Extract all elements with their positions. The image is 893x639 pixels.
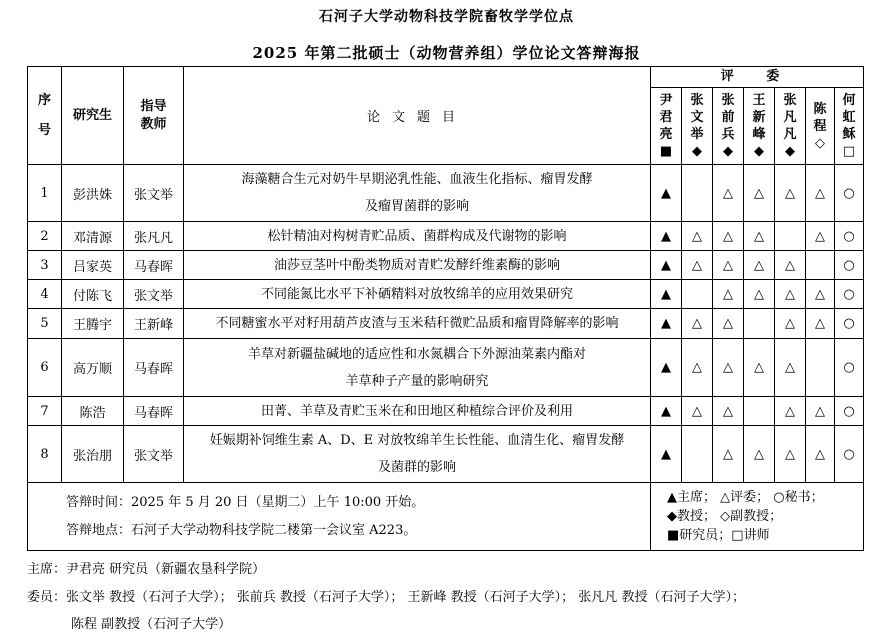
- table-row: [28, 251, 864, 280]
- advisor-name: 马春晖: [124, 339, 184, 397]
- student-name: 吕家英: [62, 251, 124, 280]
- judge-mark: △: [713, 309, 744, 339]
- row-number: 5: [28, 309, 62, 339]
- judge-mark: △: [775, 280, 806, 309]
- judge-mark: [682, 426, 713, 483]
- judge-mark: △: [806, 309, 835, 339]
- judge-header-4: 王 新 峰 ◆: [744, 88, 775, 165]
- table-row: [28, 222, 864, 251]
- student-name: 王腾宇: [62, 309, 124, 339]
- header-line-1: 石河子大学动物科技学院畜牧学学位点: [319, 9, 574, 25]
- judge-mark: ▲: [651, 280, 682, 309]
- judge-mark: ○: [835, 426, 864, 483]
- row-number: 2: [28, 222, 62, 251]
- judge-header-1: 尹 君 亮 ■: [651, 88, 682, 165]
- advisor-name: 张文举: [124, 280, 184, 309]
- judge-mark: ▲: [651, 222, 682, 251]
- table-row: [28, 397, 864, 426]
- judge-mark: △: [775, 309, 806, 339]
- judge-mark: ○: [835, 251, 864, 280]
- thesis-title: 海藻糖合生元对奶牛早期泌乳性能、血液生化指标、瘤胃发酵 及瘤胃菌群的影响: [184, 165, 651, 222]
- thesis-title-header: 论文题目: [184, 67, 651, 165]
- judge-mark: [744, 309, 775, 339]
- judge-mark: ▲: [651, 397, 682, 426]
- judge-header-6: 陈 程 ◇: [806, 88, 835, 165]
- table-row: [28, 280, 864, 309]
- judge-mark: △: [806, 280, 835, 309]
- judge-mark: △: [744, 280, 775, 309]
- advisor-header: 指导 教师: [124, 67, 184, 165]
- advisor-name: 张文举: [124, 165, 184, 222]
- judge-mark: ▲: [651, 339, 682, 397]
- judge-mark: △: [775, 251, 806, 280]
- thesis-title: 不同能氮比水平下补硒精料对放牧绵羊的应用效果研究: [184, 280, 651, 309]
- thesis-title: 羊草对新疆盐碱地的适应性和水氮耦合下外源油菜素内酯对 羊草种子产量的影响研究: [184, 339, 651, 397]
- table-row: [28, 339, 864, 397]
- judge-mark: △: [806, 426, 835, 483]
- judge-mark: △: [806, 165, 835, 222]
- judge-header-2: 张 文 举 ◆: [682, 88, 713, 165]
- student-name: 彭洪姝: [62, 165, 124, 222]
- judge-mark: △: [682, 339, 713, 397]
- judge-mark: △: [682, 309, 713, 339]
- thesis-title: 油莎豆茎叶中酚类物质对青贮发酵纤维素酶的影响: [184, 251, 651, 280]
- thesis-title: 不同糖蜜水平对籽用葫芦皮渣与玉米秸秆微贮品质和瘤胃降解率的影响: [184, 309, 651, 339]
- judge-mark: △: [713, 397, 744, 426]
- judge-mark: ○: [835, 165, 864, 222]
- judge-mark: △: [682, 222, 713, 251]
- table-row: [28, 165, 864, 222]
- student-header: 研究生: [62, 67, 124, 165]
- judge-mark: ▲: [651, 251, 682, 280]
- judge-mark: △: [713, 339, 744, 397]
- members-line-2: 陈程 副教授（石河子大学）: [71, 617, 232, 632]
- advisor-name: 张文举: [124, 426, 184, 483]
- judge-mark: △: [713, 222, 744, 251]
- row-number: 6: [28, 339, 62, 397]
- committee-header: 评 委: [651, 67, 864, 88]
- judge-mark: △: [775, 165, 806, 222]
- judge-role-symbol: ◇: [815, 135, 825, 151]
- judge-role-symbol: ◆: [692, 144, 702, 159]
- row-number: 1: [28, 165, 62, 222]
- thesis-title: 妊娠期补饲维生素 A、D、E 对放牧绵羊生长性能、血清生化、瘤胃发酵 及菌群的影响: [184, 426, 651, 483]
- defense-schedule-table: [27, 66, 864, 551]
- judge-mark: △: [713, 426, 744, 483]
- table-row: [28, 309, 864, 339]
- advisor-name: 王新峰: [124, 309, 184, 339]
- judge-role-symbol: ◆: [754, 144, 764, 159]
- judge-mark: ▲: [651, 165, 682, 222]
- advisor-name: 张凡凡: [124, 222, 184, 251]
- judge-role-symbol: ■: [659, 144, 673, 159]
- judge-role-symbol: ◆: [723, 144, 733, 159]
- judge-mark: [806, 339, 835, 397]
- judge-mark: △: [744, 222, 775, 251]
- defense-place: 答辩地点：石河子大学动物科技学院二楼第一会议室 A223。: [66, 522, 417, 538]
- judge-role-symbol: ◆: [785, 144, 795, 159]
- judge-mark: [744, 397, 775, 426]
- judge-mark: △: [713, 251, 744, 280]
- student-name: 付陈飞: [62, 280, 124, 309]
- thesis-title: 松针精油对构树青贮品质、菌群构成及代谢物的影响: [184, 222, 651, 251]
- student-name: 张治朋: [62, 426, 124, 483]
- judge-mark: △: [744, 426, 775, 483]
- seq-header: 序 号: [28, 67, 62, 165]
- judge-mark: △: [744, 165, 775, 222]
- judge-mark: △: [744, 339, 775, 397]
- judge-mark: △: [682, 251, 713, 280]
- judge-mark: ○: [835, 339, 864, 397]
- header-line-2: 2025 年第二批硕士（动物营养组）学位论文答辩海报: [252, 44, 641, 62]
- judge-mark: ○: [835, 280, 864, 309]
- judge-mark: △: [806, 222, 835, 251]
- judge-role-symbol: □: [842, 144, 856, 159]
- judge-mark: △: [775, 397, 806, 426]
- judge-header-5: 张 凡 凡 ◆: [775, 88, 806, 165]
- judge-header-3: 张 前 兵 ◆: [713, 88, 744, 165]
- defense-time: 答辩时间：2025 年 5 月 20 日（星期二）上午 10:00 开始。: [66, 494, 425, 510]
- judge-mark: △: [744, 251, 775, 280]
- judge-mark: [682, 165, 713, 222]
- judge-mark: △: [775, 339, 806, 397]
- symbol-legend: ▲主席； △评委； ○秘书； ◆教授； ◇副教授； ■研究员；□讲师: [651, 483, 864, 551]
- student-name: 邓清源: [62, 222, 124, 251]
- row-number: 4: [28, 280, 62, 309]
- members-line-1: 委员：张文举 教授（石河子大学）； 张前兵 教授（石河子大学）； 王新峰 教授（石河子大学）； 张凡凡 教授（石河子大学）；: [27, 590, 745, 605]
- judge-mark: △: [775, 426, 806, 483]
- advisor-name: 马春晖: [124, 251, 184, 280]
- judge-mark: △: [713, 280, 744, 309]
- row-number: 7: [28, 397, 62, 426]
- judge-mark: ○: [835, 309, 864, 339]
- judge-mark: [682, 280, 713, 309]
- judge-mark: ▲: [651, 309, 682, 339]
- thesis-title: 田菁、羊草及青贮玉米在和田地区种植综合评价及利用: [184, 397, 651, 426]
- judge-mark: △: [682, 397, 713, 426]
- judge-mark: ○: [835, 397, 864, 426]
- judge-mark: △: [713, 165, 744, 222]
- advisor-name: 马春晖: [124, 397, 184, 426]
- judge-mark: △: [806, 397, 835, 426]
- judge-mark: [806, 251, 835, 280]
- chair-line: 主席：尹君亮 研究员（新疆农垦科学院）: [27, 562, 266, 577]
- judge-mark: [775, 222, 806, 251]
- student-name: 高万顺: [62, 339, 124, 397]
- defense-info: [28, 483, 651, 551]
- row-number: 8: [28, 426, 62, 483]
- judge-header-7: 何 虹 稣 □: [835, 88, 864, 165]
- row-number: 3: [28, 251, 62, 280]
- judge-mark: ○: [835, 222, 864, 251]
- table-row: [28, 426, 864, 483]
- student-name: 陈浩: [62, 397, 124, 426]
- judge-mark: ▲: [651, 426, 682, 483]
